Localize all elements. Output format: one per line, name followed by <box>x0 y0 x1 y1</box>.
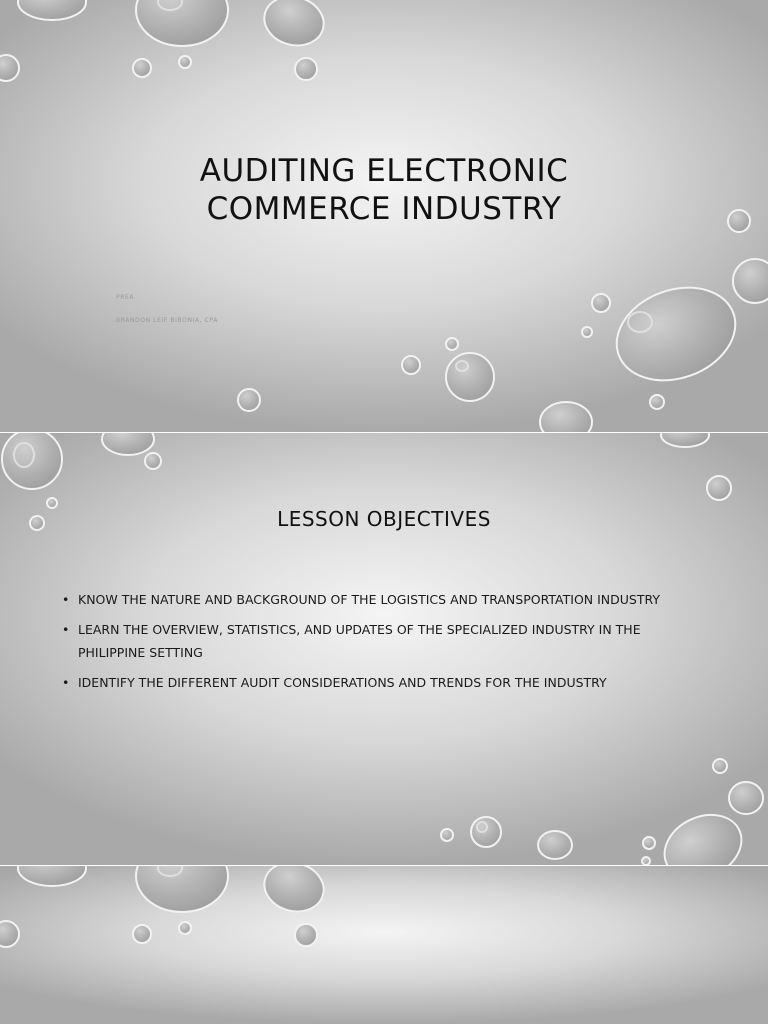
list-item <box>62 618 712 664</box>
bullet-text: IDENTIFY THE DIFFERENT AUDIT CONSIDERATIONS AND TRENDS FOR THE INDUSTRY <box>78 675 607 690</box>
subtitle-author: BRANDON LEIF BIBONIA, CPA <box>116 317 218 324</box>
slide-title[interactable] <box>0 0 768 432</box>
slide-title-heading <box>84 152 684 228</box>
title-line-2: COMMERCE INDUSTRY <box>206 191 562 227</box>
water-drops-decoration <box>0 866 768 1024</box>
bullet-text: LEARN THE OVERVIEW, STATISTICS, AND UPDATES OF THE SPECIALIZED INDUSTRY IN THE <box>78 622 641 637</box>
bullet-text-continued: PHILIPPINE SETTING <box>78 645 203 660</box>
bullet-icon: • <box>62 622 70 637</box>
slide-next[interactable] <box>0 866 768 1024</box>
list-item <box>62 588 712 611</box>
list-item <box>62 671 712 694</box>
bullet-icon: • <box>62 592 70 607</box>
title-line-1: AUDITING ELECTRONIC <box>199 153 569 189</box>
objectives-list <box>62 588 712 701</box>
subtitle-course: PREA <box>116 294 135 301</box>
slide-objectives[interactable] <box>0 433 768 865</box>
bullet-text: KNOW THE NATURE AND BACKGROUND OF THE LOGISTICS AND TRANSPORTATION INDUSTRY <box>78 592 661 607</box>
bullet-icon: • <box>62 675 70 690</box>
objectives-heading: LESSON OBJECTIVES <box>277 507 491 531</box>
